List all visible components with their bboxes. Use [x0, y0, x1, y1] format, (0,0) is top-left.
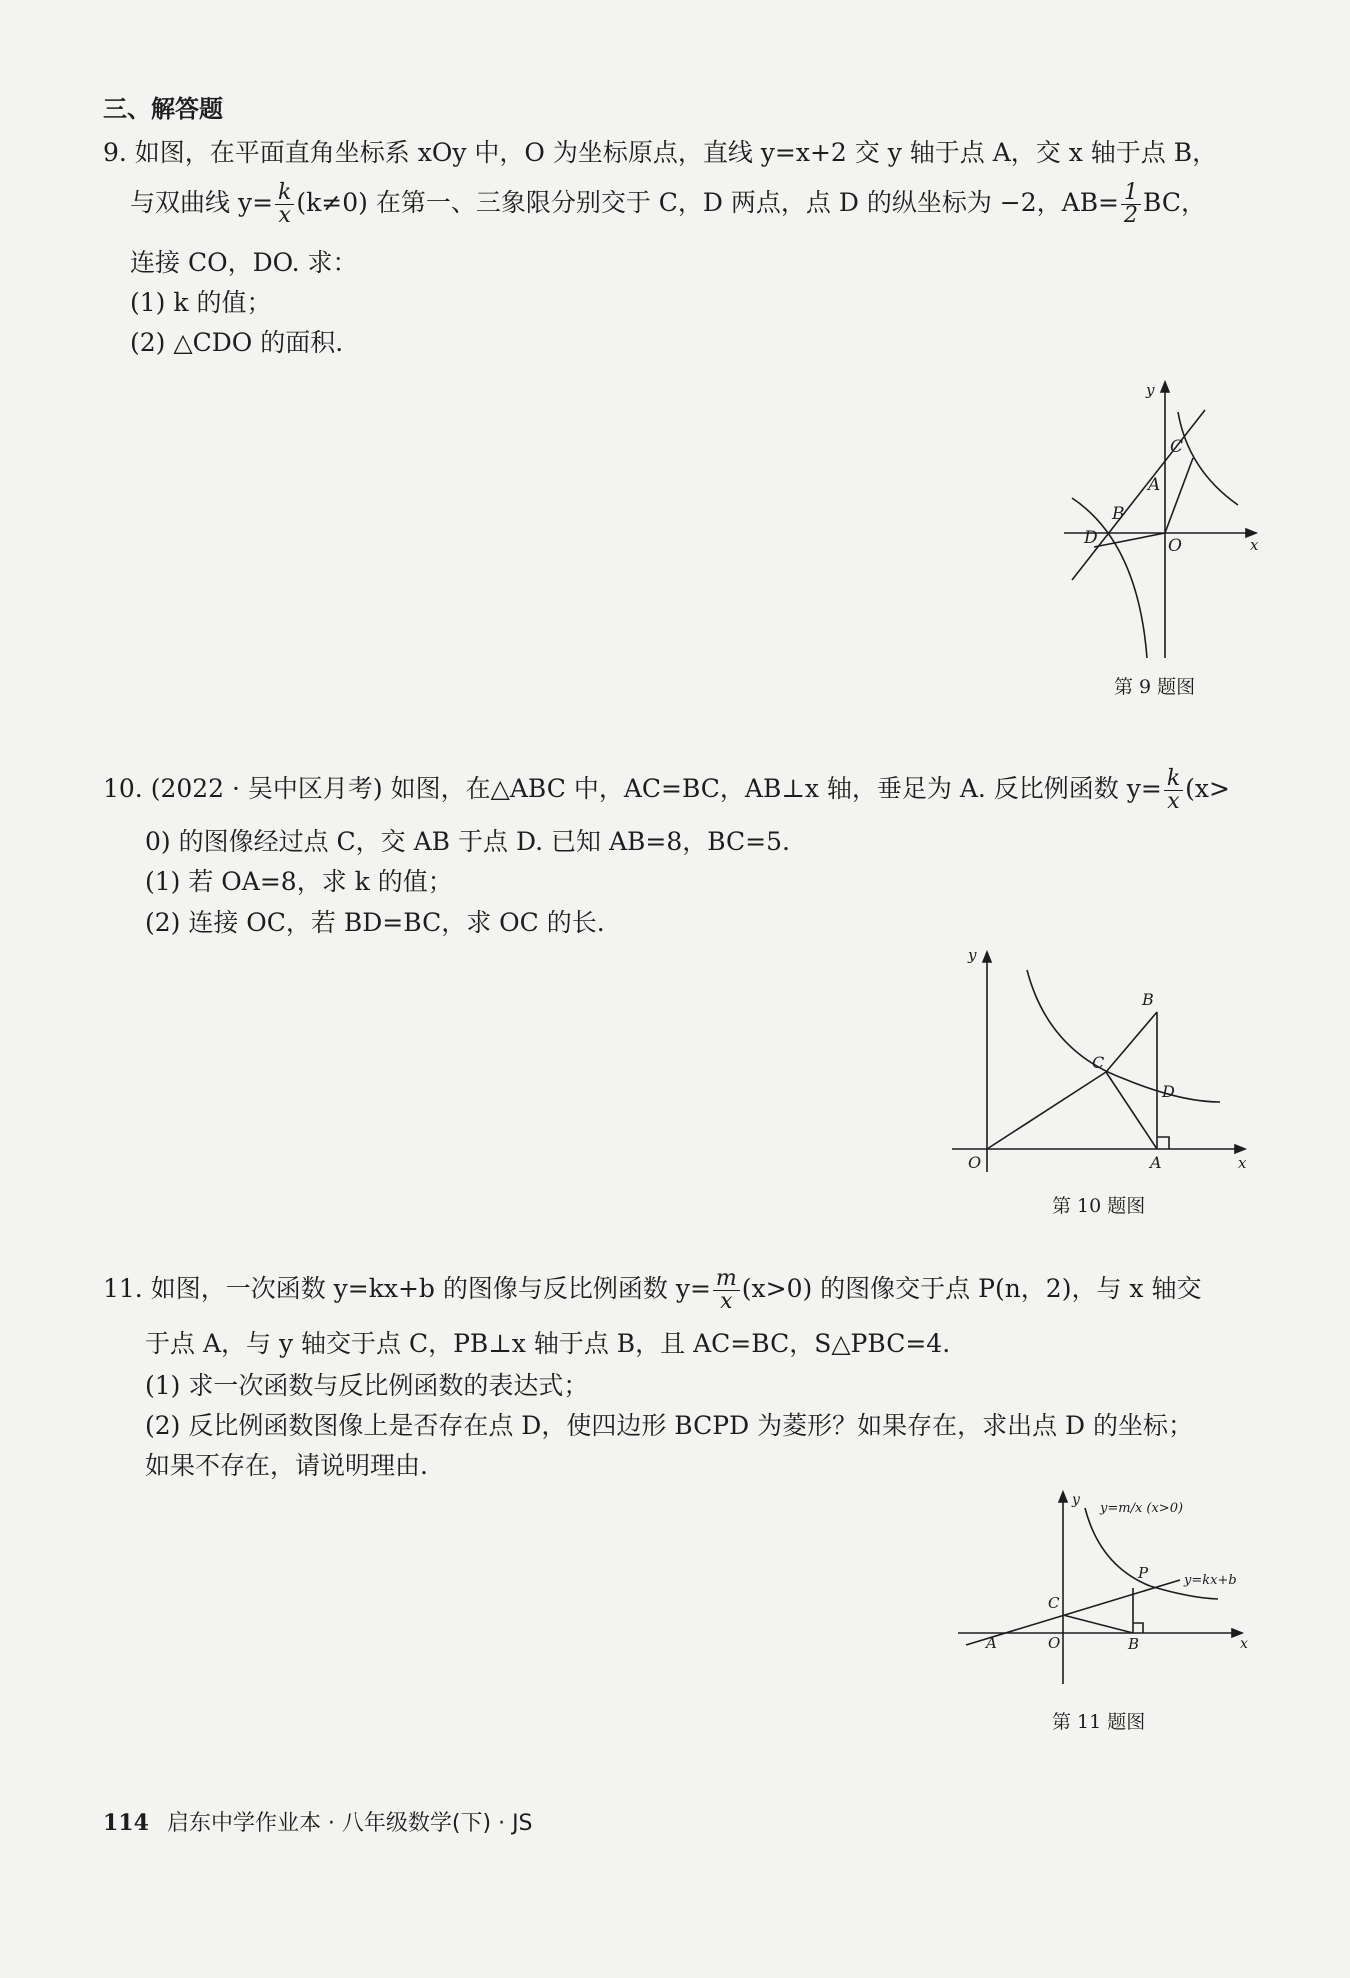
- q10-line-1-post: (x>: [1185, 774, 1230, 803]
- page-number: 114: [103, 1810, 149, 1836]
- section-title: 三、解答题: [103, 95, 223, 123]
- q9-label-C: C: [1170, 437, 1184, 457]
- q11-part-2-continued: 如果不存在，请说明理由.: [145, 1451, 428, 1480]
- q9-figure: [1060, 380, 1260, 670]
- q9-fraction-one-half: [1121, 182, 1141, 227]
- q10-line-2: 0) 的图像经过点 C，交 AB 于点 D. 已知 AB=8，BC=5.: [145, 827, 790, 856]
- q10-figure-caption: 第 10 题图: [1052, 1195, 1146, 1217]
- q10-label-O: O: [968, 1153, 982, 1172]
- q10-label-y: y: [968, 946, 977, 964]
- q9-part-1: (1) k 的值；: [130, 288, 272, 317]
- page-footer: [103, 1808, 533, 1839]
- q11-part-2: (2) 反比例函数图像上是否存在点 D，使四边形 BCPD 为菱形？如果存在，求出点 D 的坐标；: [145, 1411, 1194, 1440]
- q10-label-x: x: [1238, 1154, 1247, 1172]
- q10-line-1-pre: 10. (2022 · 吴中区月考) 如图，在△ABC 中，AC=BC，AB⊥x 轴，垂足为 A. 反比例函数 y=: [103, 774, 1162, 803]
- q10-frac-den: x: [1167, 789, 1180, 814]
- q10-segment-CA: [1106, 1072, 1157, 1149]
- q9-frac1-num: k: [275, 182, 294, 205]
- q10-segment-OC: [987, 1072, 1106, 1149]
- q11-frac-num: m: [713, 1268, 740, 1291]
- q9-label-A: A: [1148, 475, 1161, 495]
- q9-line-2: [130, 182, 1206, 227]
- q11-segment-CB: [1063, 1615, 1133, 1633]
- q9-line-3: 连接 CO，DO. 求：: [130, 248, 358, 277]
- q11-line-1-pre: 11. 如图，一次函数 y=kx+b 的图像与反比例函数 y=: [103, 1274, 711, 1303]
- q11-line-1-post: (x>0) 的图像交于点 P(n，2)，与 x 轴交: [741, 1274, 1202, 1303]
- q9-label-D: D: [1084, 528, 1098, 548]
- q11-line-2: 于点 A，与 y 轴交于点 C，PB⊥x 轴于点 B，且 AC=BC，S△PBC=4.: [145, 1329, 951, 1358]
- q9-fraction-k-over-x: [275, 182, 294, 227]
- q10-x-axis-arrow: [1235, 1145, 1245, 1153]
- q9-line-2-pre: 与双曲线 y=: [130, 188, 274, 217]
- q9-hyperbola-branch-3: [1072, 498, 1147, 658]
- q11-label-y: y: [1072, 1492, 1080, 1508]
- book-title: 启东中学作业本 · 八年级数学(下) · JS: [166, 1811, 533, 1836]
- q11-label-B: B: [1128, 1635, 1140, 1653]
- q11-y-axis-arrow: [1059, 1492, 1067, 1502]
- q10-frac-num: k: [1164, 768, 1183, 791]
- q9-frac1-den: x: [278, 203, 291, 228]
- q9-label-x: x: [1250, 536, 1259, 554]
- q9-line-2-mid: (k≠0) 在第一、三象限分别交于 C，D 两点，点 D 的纵坐标为 −2，AB=: [296, 188, 1120, 217]
- q9-hyperbola-branch-1: [1178, 412, 1238, 505]
- q11-line-1: [103, 1268, 1201, 1313]
- q9-frac2-den: 2: [1124, 203, 1139, 228]
- q11-part-1: (1) 求一次函数与反比例函数的表达式；: [145, 1371, 589, 1400]
- q10-label-D: D: [1162, 1082, 1175, 1101]
- q11-frac-den: x: [720, 1289, 733, 1314]
- q9-y-axis-arrow: [1161, 382, 1169, 392]
- q9-frac2-num: 1: [1121, 182, 1141, 205]
- q11-label-O: O: [1048, 1634, 1061, 1652]
- q9-segment-DO: [1094, 533, 1165, 547]
- q10-fraction-k-over-x: [1164, 768, 1183, 813]
- q10-part-2: (2) 连接 OC，若 BD=BC，求 OC 的长.: [145, 908, 605, 937]
- q10-part-1: (1) 若 OA=8，求 k 的值；: [145, 867, 453, 896]
- q9-segment-CO: [1165, 458, 1193, 533]
- q10-y-axis-arrow: [983, 952, 991, 962]
- q11-label-line: y=kx+b: [1184, 1573, 1237, 1588]
- q9-line-y-x-2: [1072, 410, 1205, 580]
- q10-label-C: C: [1092, 1053, 1105, 1072]
- q11-label-C: C: [1048, 1594, 1060, 1612]
- q10-right-angle-mark: [1157, 1137, 1169, 1149]
- q11-label-A: A: [986, 1634, 997, 1652]
- q10-hyperbola: [1027, 970, 1220, 1102]
- q9-label-y: y: [1146, 381, 1155, 399]
- q11-label-x: x: [1240, 1636, 1248, 1652]
- q11-label-P: P: [1138, 1564, 1149, 1582]
- q11-figure: [950, 1486, 1260, 1686]
- q10-label-A: A: [1150, 1153, 1162, 1172]
- q9-part-2: (2) △CDO 的面积.: [130, 328, 344, 357]
- q11-figure-caption: 第 11 题图: [1052, 1711, 1146, 1733]
- q11-label-curve: y=m/x (x>0): [1100, 1501, 1184, 1516]
- q9-line-2-post: BC，: [1143, 188, 1206, 217]
- q11-line-y-kx-b: [966, 1580, 1180, 1645]
- q9-label-O: O: [1168, 536, 1182, 556]
- q10-line-1: [103, 768, 1230, 813]
- q10-label-B: B: [1142, 990, 1154, 1009]
- q10-segment-CB: [1106, 1012, 1157, 1072]
- q10-figure: [950, 940, 1255, 1180]
- q9-figure-caption: 第 9 题图: [1114, 676, 1196, 698]
- q11-fraction-m-over-x: [713, 1268, 740, 1313]
- q11-right-angle-mark: [1133, 1623, 1143, 1633]
- q9-label-B: B: [1112, 504, 1125, 524]
- q9-line-1: 9. 如图，在平面直角坐标系 xOy 中，O 为坐标原点，直线 y=x+2 交 y 轴于点 A，交 x 轴于点 B，: [103, 138, 1218, 167]
